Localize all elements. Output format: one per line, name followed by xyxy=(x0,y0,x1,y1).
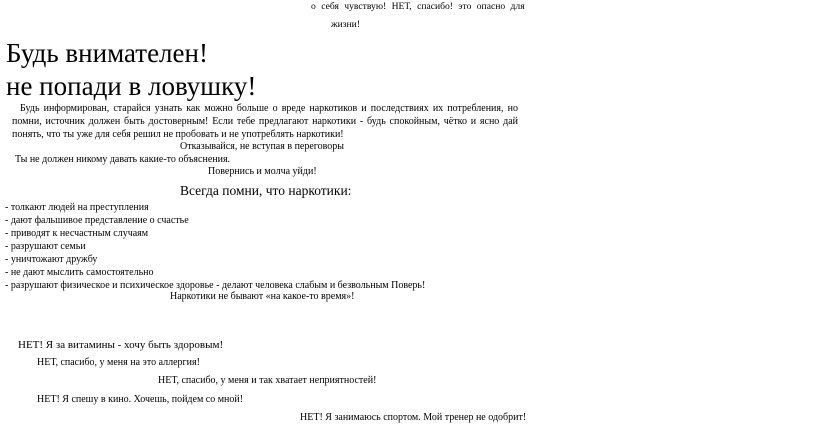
answer-1: НЕТ! Я за витамины - хочу быть здоровым! xyxy=(18,339,224,351)
refuse-text: Отказывайся, не вступая в переговоры xyxy=(180,141,345,152)
list-item: - разрушают семьи xyxy=(5,241,86,252)
harm-list xyxy=(5,201,425,292)
list-item: - разрушают физическое и психическое здоровье - делают человека слабым и безвольным Поверь! xyxy=(5,280,426,291)
list-item: - дают фальшивое представление о счастье xyxy=(5,215,189,226)
top-line-2: жизни! xyxy=(331,19,361,30)
list-item: - приводят к несчастным случаям xyxy=(5,228,149,239)
intro-paragraph: Будь информирован, старайся узнать как можно больше о вреде наркотиков и последствиях их потребления, но помни, источник должен быть достоверным! Если тебе предлагают наркотики - будь спокойным, чётко и ясно дай понять, что ты уже для себя решил не пробовать и не употреблять наркотики! xyxy=(12,103,518,140)
no-explain-text: Ты не должен никому давать какие-то объяснения. xyxy=(15,154,231,165)
answer-3: НЕТ, спасибо, у меня и так хватает неприятностей! xyxy=(158,375,377,386)
heading-line-1: Будь внимателен! xyxy=(6,38,208,68)
closing-text: Наркотики не бывают «на какое-то время»! xyxy=(170,291,355,302)
remember-title: Всегда помни, что наркотики: xyxy=(180,183,352,198)
turn-away-text: Повернись и молча уйди! xyxy=(208,166,317,177)
answer-4: НЕТ! Я спешу в кино. Хочешь, пойдем со мной! xyxy=(37,394,244,405)
answer-5: НЕТ! Я занимаюсь спортом. Мой тренер не одобрит! xyxy=(300,412,527,423)
list-item: - не дают мыслить самостоятельно xyxy=(5,267,154,278)
top-line-1: о себя чувствую! НЕТ, спасибо! это опасно для xyxy=(311,1,525,12)
list-item: - уничтожают дружбу xyxy=(5,254,98,265)
heading-line-2: не попади в ловушку! xyxy=(6,71,257,101)
list-item: - толкают людей на преступления xyxy=(5,202,149,213)
answer-2: НЕТ, спасибо, у меня на это аллергия! xyxy=(37,357,200,368)
